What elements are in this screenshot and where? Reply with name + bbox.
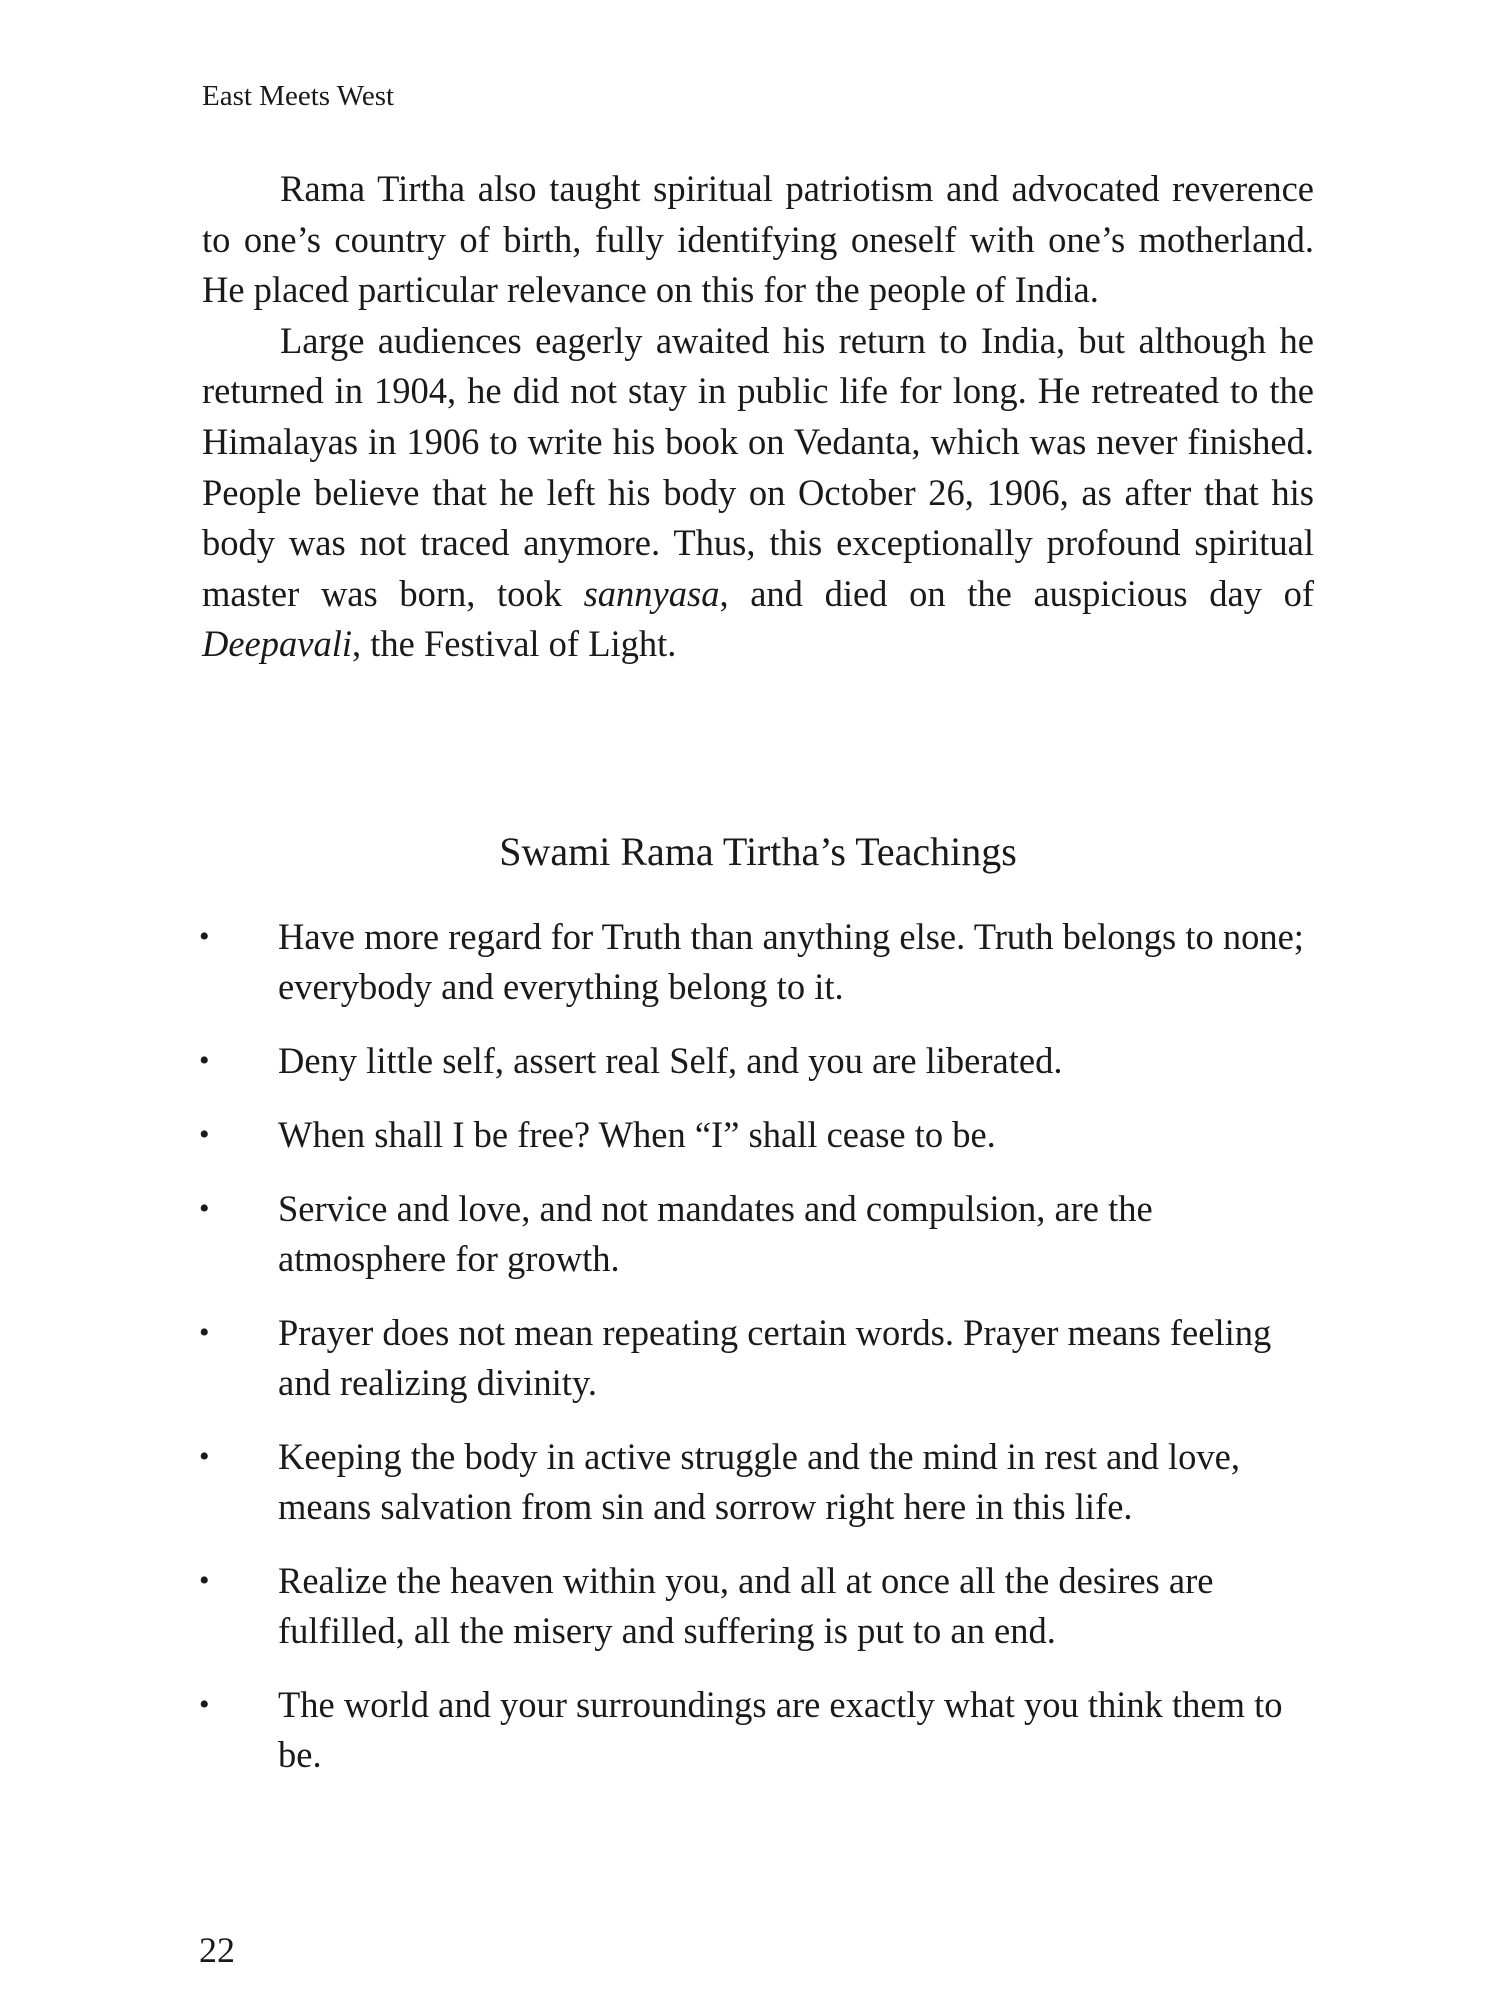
teaching-text: Deny little self, assert real Self, and you are liberated.: [278, 1040, 1063, 1081]
teaching-text: When shall I be free? When “I” shall cease to be.: [278, 1114, 996, 1155]
teaching-item: [199, 1432, 1314, 1532]
teaching-item: [199, 1184, 1314, 1284]
teachings-list: [199, 912, 1314, 1804]
teaching-item: [199, 912, 1314, 1012]
bullet-icon: •: [199, 1192, 210, 1225]
term-deepavali: Deepavali: [202, 623, 352, 665]
section-title: Swami Rama Tirtha’s Teachings: [499, 829, 1017, 874]
teaching-text: Have more regard for Truth than anything else. Truth belongs to none; everybody and everything belong to it.: [278, 916, 1304, 1007]
paragraph-text: Rama Tirtha also taught spiritual patriotism and advocated reverence to one’s country of birth, fully identifying oneself with one’s motherland. He placed particular relevance on this for the people of India.: [202, 168, 1314, 311]
teaching-item: [199, 1680, 1314, 1780]
teaching-text: Service and love, and not mandates and compulsion, are the atmosphere for growth.: [278, 1188, 1153, 1279]
paragraph-1: [202, 164, 1314, 316]
paragraph-2: [202, 316, 1314, 670]
teaching-text: Prayer does not mean repeating certain words. Prayer means feeling and realizing divinity.: [278, 1312, 1272, 1403]
paragraph-text: Large audiences eagerly awaited his return to India, but although he returned in 1904, he did not stay in public life for long. He retreated to the Himalayas in 1906 to write his book on Vedanta, which was never finished. People believe that he left his body on October 26, 1906, as after that his body was not traced anymore. Thus, this exceptionally profound spiritual master was born, took: [202, 319, 1314, 614]
running-head: East Meets West: [202, 80, 395, 112]
bullet-icon: •: [199, 1044, 210, 1077]
paragraph-text: , and died on the auspicious day of: [719, 572, 1314, 614]
bullet-icon: •: [199, 1688, 210, 1721]
teaching-item: [199, 1036, 1314, 1086]
paragraph-text: , the Festival of Light.: [352, 623, 677, 665]
teaching-text: The world and your surroundings are exactly what you think them to be.: [278, 1684, 1283, 1775]
bullet-icon: •: [199, 1316, 210, 1349]
bullet-icon: •: [199, 1564, 210, 1597]
term-sannyasa: sannyasa: [583, 572, 720, 614]
teaching-item: [199, 1110, 1314, 1160]
bullet-icon: •: [199, 1440, 210, 1473]
teaching-text: Realize the heaven within you, and all at once all the desires are fulfilled, all the misery and suffering is put to an end.: [278, 1560, 1214, 1651]
teaching-text: Keeping the body in active struggle and the mind in rest and love, means salvation from sin and sorrow right here in this life.: [278, 1436, 1240, 1527]
bullet-icon: •: [199, 1118, 210, 1151]
body-text: [202, 164, 1314, 670]
teaching-item: [199, 1308, 1314, 1408]
page-number: 22: [199, 1930, 235, 1970]
bullet-icon: •: [199, 920, 210, 953]
teaching-item: [199, 1556, 1314, 1656]
